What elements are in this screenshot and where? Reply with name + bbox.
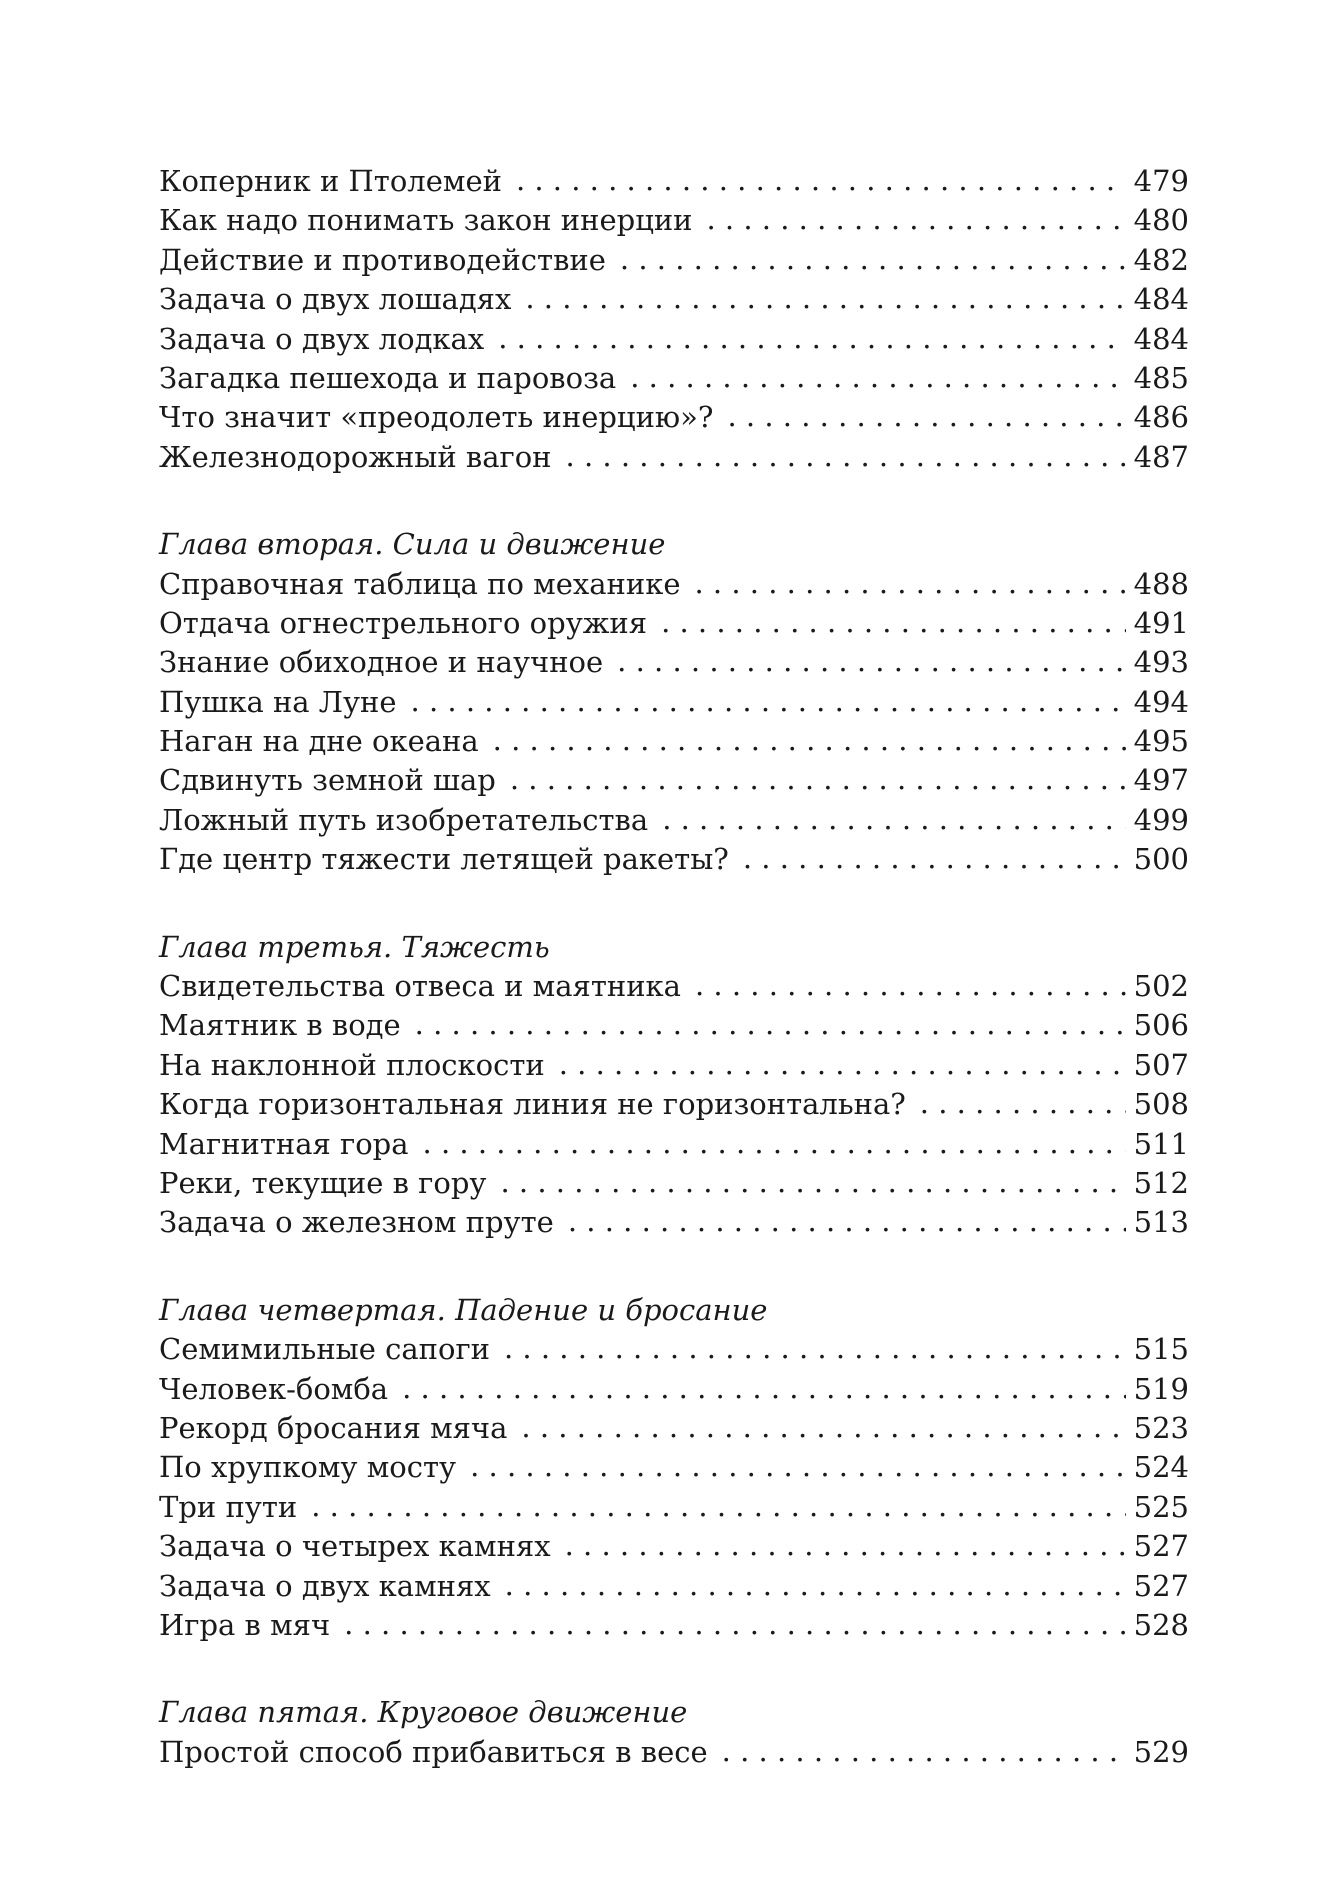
toc-entry (159, 1606, 1189, 1645)
toc-section (159, 928, 1189, 1243)
toc-entry-page: 527 (1133, 1568, 1189, 1603)
toc-dot-leader (559, 1045, 1126, 1084)
toc-entry (159, 1085, 1189, 1124)
toc-entry-page: 502 (1133, 969, 1189, 1004)
toc-dot-leader (661, 603, 1126, 642)
toc-entry-page: 508 (1133, 1087, 1189, 1122)
chapter-heading: Глава пятая. Круговое движение (159, 1695, 688, 1730)
toc-entry (159, 1164, 1189, 1203)
toc-entry-title: Что значит «преодолеть инерцию»? (159, 400, 714, 435)
toc-entry-page: 507 (1133, 1047, 1189, 1082)
toc-section (159, 525, 1189, 880)
toc-entry-page: 528 (1133, 1607, 1189, 1642)
toc-entry (159, 1527, 1189, 1566)
toc-entry (159, 643, 1189, 682)
toc-entry-title: Магнитная гора (159, 1126, 409, 1161)
toc-entry-title: Отдача огнестрельного оружия (159, 605, 648, 640)
toc-entry (159, 201, 1189, 240)
toc-entry-page: 485 (1133, 360, 1189, 395)
toc-dot-leader (493, 721, 1126, 760)
toc-entry-title: Рекорд бросания мяча (159, 1410, 508, 1445)
toc-dot-leader (504, 1329, 1126, 1368)
toc-entry-page: 506 (1133, 1008, 1189, 1043)
toc-entry-title: Железнодорожный вагон (159, 439, 552, 474)
toc-dot-leader (423, 1124, 1126, 1163)
toc-entry (159, 241, 1189, 280)
toc-entry-page: 495 (1133, 724, 1189, 759)
toc-entry (159, 1203, 1189, 1242)
toc-section (159, 1693, 1189, 1772)
toc-entry-page: 497 (1133, 763, 1189, 798)
toc-dot-leader (411, 682, 1126, 721)
toc-entry (159, 280, 1189, 319)
toc-entry-page: 519 (1133, 1371, 1189, 1406)
toc-entry-page: 527 (1133, 1529, 1189, 1564)
toc-entry (159, 565, 1189, 604)
toc-section (159, 162, 1189, 477)
toc-entry (159, 320, 1189, 359)
toc-entry-title: Реки, текущие в гору (159, 1165, 487, 1200)
toc-entry-title: Маятник в воде (159, 1008, 401, 1043)
toc-dot-leader (565, 1526, 1126, 1565)
toc-entry (159, 761, 1189, 800)
toc-entry (159, 1567, 1189, 1606)
toc-dot-leader (525, 279, 1125, 318)
chapter-heading: Глава третья. Тяжесть (159, 929, 550, 964)
toc-entry-title: Три пути (159, 1489, 298, 1524)
toc-entry (159, 967, 1189, 1006)
toc-dot-leader (510, 760, 1126, 799)
toc-dot-leader (500, 1163, 1125, 1202)
toc-entry-title: Игра в мяч (159, 1607, 331, 1642)
toc-dot-leader (662, 800, 1125, 839)
toc-entry-title: Задача о двух лошадях (159, 282, 512, 317)
toc-entry-page: 493 (1133, 645, 1189, 680)
toc-entry-title: Справочная таблица по механике (159, 566, 681, 601)
toc-dot-leader (516, 161, 1126, 200)
toc-dot-leader (568, 1202, 1126, 1241)
toc-entry-page: 479 (1133, 164, 1189, 198)
toc-dot-leader (630, 358, 1125, 397)
chapter-heading: Глава вторая. Сила и движение (159, 527, 666, 562)
chapter-heading: Глава четвертая. Падение и бросание (159, 1292, 768, 1327)
toc-dot-leader (743, 839, 1126, 878)
toc-entry-title: Задача о железном пруте (159, 1205, 554, 1240)
toc-entry-title: Когда горизонтальная линия не горизонтальна? (159, 1087, 906, 1122)
toc-dot-leader (707, 200, 1126, 239)
toc-entry (159, 1330, 1189, 1369)
toc-entry (159, 162, 1189, 201)
toc-entry-page: 486 (1133, 400, 1189, 435)
toc-dot-leader (617, 642, 1125, 681)
toc-entry-page: 499 (1133, 802, 1189, 837)
toc-entry-page: 500 (1133, 842, 1189, 877)
toc-entry-title: Как надо понимать закон инерции (159, 203, 693, 238)
toc-entry (159, 1125, 1189, 1164)
toc-entry (159, 359, 1189, 398)
toc-dot-leader (402, 1369, 1126, 1408)
toc-entry-title: Где центр тяжести летящей ракеты? (159, 842, 729, 877)
toc-entry-title: Задача о двух камнях (159, 1568, 491, 1603)
toc-entry-page: 484 (1133, 282, 1189, 317)
toc-dot-leader (694, 564, 1125, 603)
toc-entry-page: 529 (1133, 1734, 1189, 1769)
toc-dot-leader (920, 1084, 1126, 1123)
toc-entry-title: Сдвинуть земной шар (159, 763, 496, 798)
toc-entry-page: 512 (1133, 1165, 1189, 1200)
toc-entry-title: Свидетельства отвеса и маятника (159, 969, 681, 1004)
toc-entry-page: 494 (1133, 684, 1189, 719)
toc-dot-leader (722, 1732, 1126, 1771)
toc-entry-title: Семимильные сапоги (159, 1332, 490, 1367)
toc-section (159, 1291, 1189, 1646)
toc-dot-leader (311, 1487, 1125, 1526)
toc-entry-page: 515 (1133, 1332, 1189, 1367)
toc-entry (159, 722, 1189, 761)
toc-entry-title: Задача о четырех камнях (159, 1529, 551, 1564)
toc-entry-page: 484 (1133, 321, 1189, 356)
toc-entry-title: Пушка на Луне (159, 684, 397, 719)
toc-entry-title: Загадка пешехода и паровоза (159, 360, 617, 395)
toc-entry-title: Наган на дне океана (159, 724, 479, 759)
toc-entry (159, 1409, 1189, 1448)
toc-dot-leader (344, 1605, 1126, 1644)
toc-dot-leader (566, 437, 1126, 476)
toc-entry-page: 523 (1133, 1410, 1189, 1445)
toc-entry-title: Задача о двух лодках (159, 321, 485, 356)
toc-entry (159, 1046, 1189, 1085)
toc-entry-page: 511 (1133, 1126, 1189, 1161)
toc-entry-title: Ложный путь изобретательства (159, 802, 649, 837)
toc-entry-title: По хрупкому мосту (159, 1450, 457, 1485)
toc-entry-page: 480 (1133, 203, 1189, 238)
toc-entry-title: На наклонной плоскости (159, 1047, 545, 1082)
toc-dot-leader (415, 1005, 1126, 1044)
toc-entry-title: Простой способ прибавиться в весе (159, 1734, 708, 1769)
toc-entry-page: 482 (1133, 242, 1189, 277)
toc-entry-title: Коперник и Птолемей (159, 164, 502, 198)
toc-dot-leader (498, 319, 1125, 358)
toc-dot-leader (505, 1566, 1126, 1605)
toc-entry (159, 1733, 1189, 1772)
toc-entry-page: 488 (1133, 566, 1189, 601)
toc-entry-page: 491 (1133, 605, 1189, 640)
toc-entry-page: 513 (1133, 1205, 1189, 1240)
toc-entry-page: 487 (1133, 439, 1189, 474)
toc-entry-page: 525 (1133, 1489, 1189, 1524)
toc-entry (159, 1448, 1189, 1487)
table-of-contents (159, 162, 1189, 1820)
toc-dot-leader (620, 240, 1126, 279)
toc-entry (159, 1370, 1189, 1409)
toc-entry-title: Человек-бомба (159, 1371, 389, 1406)
toc-entry (159, 1488, 1189, 1527)
toc-entry (159, 604, 1189, 643)
toc-dot-leader (521, 1408, 1125, 1447)
toc-entry (159, 683, 1189, 722)
toc-dot-leader (727, 397, 1125, 436)
toc-entry (159, 840, 1189, 879)
toc-entry (159, 801, 1189, 840)
toc-dot-leader (695, 966, 1126, 1005)
toc-entry-title: Знание обиходное и научное (159, 645, 604, 680)
toc-entry-title: Действие и противодействие (159, 242, 606, 277)
toc-entry-page: 524 (1133, 1450, 1189, 1485)
toc-entry (159, 438, 1189, 477)
toc-entry (159, 1006, 1189, 1045)
toc-dot-leader (470, 1447, 1126, 1486)
toc-entry (159, 398, 1189, 437)
